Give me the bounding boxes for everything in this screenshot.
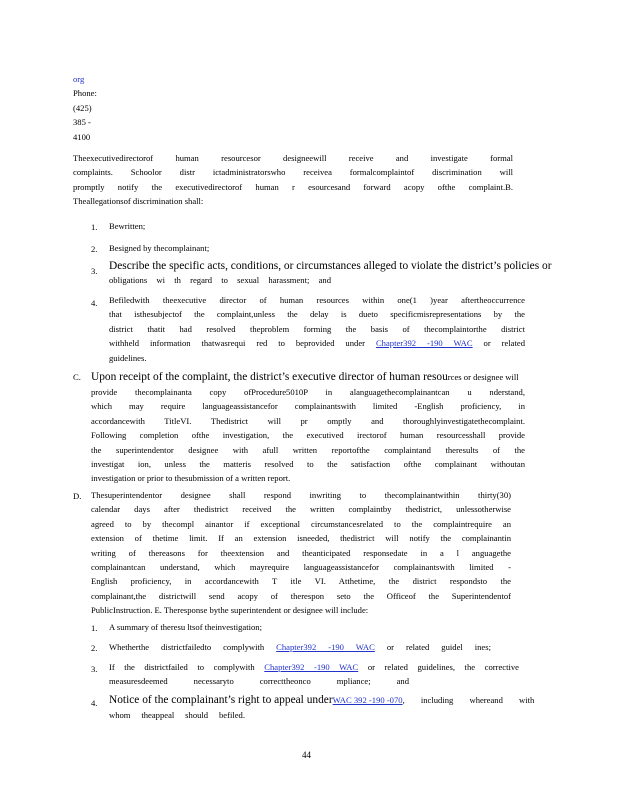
chapter-392-190-wac-link[interactable]: Chapter392 -190 WAC — [276, 642, 375, 652]
list-number: 2. — [91, 244, 98, 254]
list-item-line: district thatit had resolved theproblem forming the basis of thecomplaintorthe district — [109, 323, 525, 334]
list-item-big-text: Notice of the complainant’s right to appeal under — [109, 694, 333, 706]
section-d-line: PublicInstruction. E. Theresponse bythe superintendent or designee will include: — [91, 605, 369, 616]
section-d-line: English proficiency, in accordancewith T itle VI. Atthetime, the district respondsto the — [91, 576, 511, 587]
section-d-line: extension of thetime limit. If an extension isneeded, thedistrict will notify the complainantin — [91, 533, 511, 544]
intro-line: complaints. Schoolor distr ictadministratorswho receivea formalcomplaintof discrimination will — [73, 167, 513, 178]
list-number: 1. — [91, 222, 98, 232]
section-c — [91, 367, 525, 486]
page-number: 44 — [302, 750, 311, 760]
list-number: 4. — [91, 298, 98, 308]
section-c-line: investigat ion, unless the matteris resolved to the satisfaction ofthe complainant withoutan — [91, 459, 525, 470]
intro-line: Theallegationsof discrimination shall: — [73, 196, 204, 207]
section-letter: C. — [73, 372, 81, 382]
list-item-line: measuresdeemed necessaryto correcttheonco mpliance; and — [109, 676, 409, 687]
phone-line-1: (425) — [73, 102, 92, 113]
intro-line: promptly notify the executivedirectorof human r esourcesand forward acopy ofthe complaint.B. — [73, 181, 513, 192]
list-item-text: withheld information thatwasrequi red to beprovided under — [109, 338, 365, 349]
list-item-line — [109, 640, 491, 654]
section-c-line: which may require languageassistancefor complainantswith limited -English proficiency, in — [91, 401, 525, 412]
list-item-text: , including whereand with — [402, 695, 535, 705]
list-item-3 — [109, 660, 519, 689]
list-item-big-text: Describe the specific acts, conditions, or circumstances alleged to violate the district’s policies or — [109, 260, 552, 272]
list-item-text: or related — [483, 338, 525, 349]
list-item-line: guidelines. — [109, 352, 147, 363]
phone-line-2: 385 - — [73, 117, 91, 128]
section-c-lead: Upon receipt of the complaint, the district’s executive director of human resou — [91, 371, 448, 383]
section-c-line: investigation or prior to thesubmission of a written report. — [91, 473, 291, 484]
contact-block — [73, 72, 97, 144]
list-item-3 — [109, 259, 557, 287]
list-item-text: Bewritten; — [109, 221, 146, 231]
list-item-text: obligations wi th regard to sexual harassment; and — [109, 275, 331, 285]
list-item-line — [109, 660, 519, 674]
section-d-line: Thesuperintendentor designee shall respond inwriting to thecomplainantwithin thirty(30) — [91, 490, 511, 500]
list-item-line: Befiledwith theexecutive director of human resources within one(1 )year aftertheoccurrence — [109, 295, 525, 305]
chapter-392-190-wac-link[interactable]: Chapter392 -190 WAC — [264, 662, 359, 672]
org-link[interactable]: org — [73, 74, 85, 84]
section-d-line: writing of thereasons for theextension and theanticipated responsedate in a l anguagethe — [91, 547, 511, 558]
section-d-line: complainant,the districtwill send acopy of therespon seto the Officeof the Superintendentof — [91, 590, 511, 601]
list-item-line — [109, 336, 525, 350]
intro-paragraph — [73, 151, 513, 209]
list-item-line: that isthesubjectof the complaint,unless the delay is dueto specificmisrepresentations by the — [109, 309, 525, 320]
section-letter: D. — [73, 491, 82, 501]
section-c-line: the superintendentor designee with afull written reportofthe complaintand theresults of the — [91, 444, 525, 455]
list-item-line: whom theappeal should befiled. — [109, 710, 245, 720]
section-d — [91, 488, 511, 618]
list-item-text: Besigned by thecomplainant; — [109, 243, 210, 253]
wac-392-190-070-link[interactable]: WAC 392 -190 -070 — [332, 695, 403, 705]
intro-line: Theexecutivedirectorof human resourcesor designeewill receive and investigate formal — [73, 153, 513, 163]
section-c-line: accordancewith TitleVI. Thedistrict will pr omptly and thoroughlyinvestigatethecomplaint. — [91, 415, 525, 426]
section-c-lead-tail: rces or designee will — [447, 372, 519, 382]
list-number: 2. — [91, 643, 98, 653]
list-number: 3. — [91, 266, 98, 276]
list-number: 1. — [91, 623, 98, 633]
phone-line-3: 4100 — [73, 131, 91, 142]
list-item-4 — [109, 690, 535, 722]
list-number: 4. — [91, 698, 98, 708]
list-item-text: Whetherthe districtfailedto complywith — [109, 642, 265, 652]
list-item-text: If the districtfailed to complywith — [109, 662, 255, 672]
section-d-line: agreed to by thecompl ainantor if exceptional circumstancesrelated to the complaintrequire an — [91, 518, 511, 529]
list-number: 3. — [91, 664, 98, 674]
section-c-line: Following completion ofthe investigation, the executived irectorof human resourcesshall provide — [91, 430, 525, 441]
list-item-text: A summary of theresu ltsof theinvestigation; — [109, 622, 262, 632]
section-d-line: calendar days after thedistrict received the written complaintby thedistrict, unlessotherwise — [91, 504, 511, 515]
list-item-4 — [109, 293, 525, 365]
section-c-line — [91, 367, 525, 385]
list-item-text: or related guidel ines; — [386, 642, 491, 652]
chapter-392-190-wac-link[interactable]: Chapter392 -190 WAC — [375, 338, 473, 349]
list-item-line — [109, 690, 535, 708]
section-c-line: provide thecomplainanta copy ofProcedure5010P in alanguagethecomplainantcan u nderstand, — [91, 387, 525, 397]
phone-label: Phone: — [73, 88, 97, 99]
section-d-line: complainantcan understand, which mayrequire languageassistancefor complainantswith limited - — [91, 562, 511, 573]
list-item-text: or related guidelines, the corrective — [367, 662, 519, 672]
